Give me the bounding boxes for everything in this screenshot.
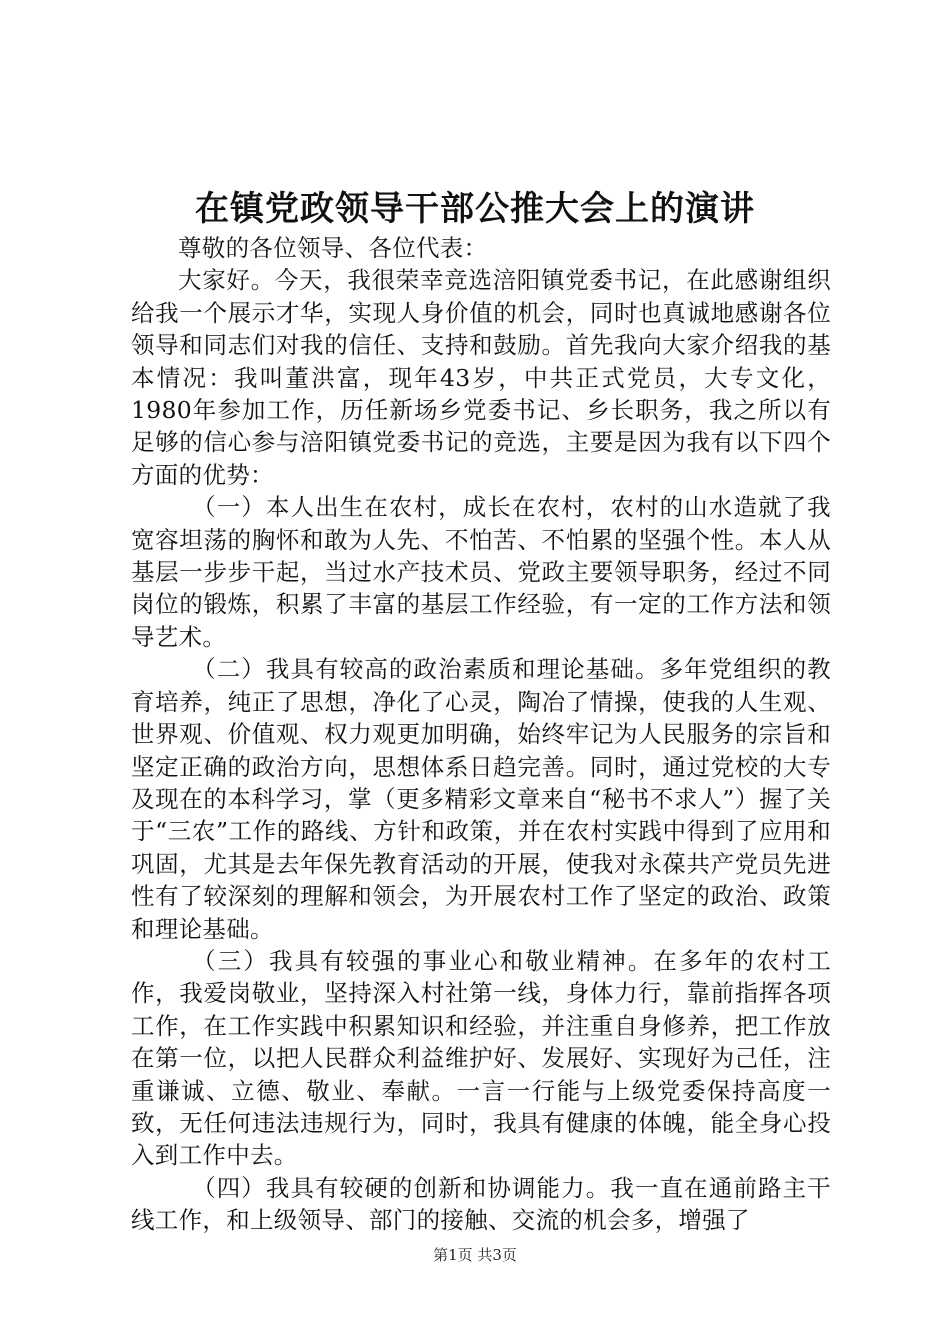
paragraph-point-4: （四）我具有较硬的创新和协调能力。我一直在通前路主干线工作，和上级领导、部门的接触、交流的机会多，增强了 [131,1173,831,1235]
greeting: 尊敬的各位领导、各位代表： [178,234,488,262]
paragraph-point-1: （一）本人出生在农村，成长在农村，农村的山水造就了我宽容坦荡的胸怀和敢为人先、不怕苦、不怕累的坚强个性。本人从基层一步步干起，当过水产技术员、党政主要领导职务，经过不同岗位的锻炼，积累了丰富的基层工作经验，有一定的工作方法和领导艺术。 [131,493,831,651]
page-title: 在镇党政领导干部公推大会上的演讲 [195,189,755,229]
document-body [131,232,831,1237]
paragraph-point-2: （二）我具有较高的政治素质和理论基础。多年党组织的教育培养，纯正了思想，净化了心灵，陶冶了情操，使我的人生观、世界观、价值观、权力观更加明确，始终牢记为人民服务的宗旨和坚定正确的政治方向，思想体系日趋完善。同时，通过党校的大专及现在的本科学习，掌（更多精彩文章来自“秘书不求人”）握了关于“三农”工作的路线、方针和政策，并在农村实践中得到了应用和巩固，尤其是去年保先教育活动的开展，使我对永葆共产党员先进性有了较深刻的理解和领会，为开展农村工作了坚定的政治、政策和理论基础。 [131,655,831,943]
page-number-footer: 第1页 共3页 [433,1246,517,1264]
paragraph-point-3: （三）我具有较强的事业心和敬业精神。在多年的农村工作，我爱岗敬业，坚持深入村社第一线，身体力行，靠前指挥各项工作，在工作实践中积累知识和经验，并注重自身修养，把工作放在第一位，以把人民群众利益维护好、发展好、实现好为己任，注重谦诚、立德、敬业、奉献。一言一行能与上级党委保持高度一致，无任何违法违规行为，同时，我具有健康的体魄，能全身心投入到工作中去。 [131,946,831,1170]
paragraph-intro: 大家好。今天，我很荣幸竞选涪阳镇党委书记，在此感谢组织给我一个展示才华，实现人身价值的机会，同时也真诚地感谢各位领导和同志们对我的信任、支持和鼓励。首先我向大家介绍我的基本情况：我叫董洪富，现年43岁，中共正式党员，大专文化，1980年参加工作，历任新场乡党委书记、乡长职务，我之所以有足够的信心参与涪阳镇党委书记的竞选，主要是因为我有以下四个方面的优势： [131,266,831,489]
